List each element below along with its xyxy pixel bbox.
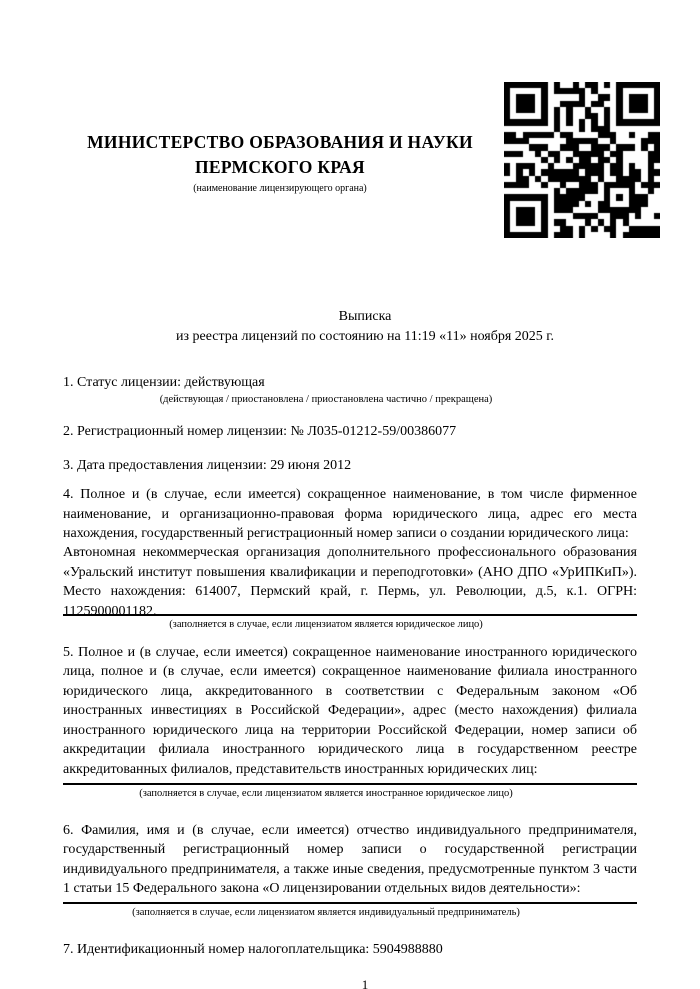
item-4-legal-entity [63,485,637,631]
item-1-caption: (действующая / приостановлена / приостановлена частично / прекращена) [159,394,493,406]
item-6-label: 6. Фамилия, имя и (в случае, если имеется) отчество индивидуального предпринимателя, государственный регистрационный номер записи о государственной регистрации индивидуального предпринимателя, а также иные сведения, предусмотренные пунктом 3 части 1 статьи 15 Федерального закона «О лицензировании отдельных видов деятельности»: [63,822,637,897]
licensing-authority-header [63,0,497,195]
fill-in-line [63,783,637,785]
item-4-label: 4. Полное и (в случае, если имеется) сокращенное наименование, в том числе фирменное наименование, и организационно-правовая форма юридического лица, адрес его места нахождения, государственный регистрационный номер записи о создании юридического лица: [63,487,637,542]
qr-code-icon [504,82,660,238]
licensing-authority-name-line1: МИНИСТЕРСТВО ОБРАЗОВАНИЯ И НАУКИ [87,132,473,152]
page-number: 1 [361,976,369,989]
item-4-value: Автономная некоммерческая организация дополнительного профессионального образования «Уральский институт повышения квалификации и переподготовки» (АНО ДПО «УрИПКиП»). Место нахождения: 614007, Пермский край, г. Пермь, ул. Революции, д.5, к.1. ОГРН: 1125900001182. [63,545,637,619]
licensing-authority-name-line2: ПЕРМСКОГО КРАЯ [195,157,365,177]
extract-title-block [63,307,637,346]
item-5-caption: (заполняется в случае, если лицензиатом является иностранное юридическое лицо) [139,787,513,799]
fill-in-line [63,902,637,904]
extract-subtitle: из реестра лицензий по состоянию на 11:19 «11» ноября 2025 г. [176,328,554,344]
item-2-registration-number: 2. Регистрационный номер лицензии: № Л035-01212-59/00386077 [63,424,457,440]
extract-title: Выписка [338,309,392,324]
item-5-foreign-entity [63,643,637,800]
item-7-taxpayer-number: 7. Идентификационный номер налогоплательщика: 5904988880 [63,941,443,957]
item-6-caption: (заполняется в случае, если лицензиатом является индивидуальный предприниматель) [132,906,520,918]
item-4-caption: (заполняется в случае, если лицензиатом является юридическое лицо) [169,619,483,631]
licensing-authority-caption: (наименование лицензирующего органа) [193,183,367,194]
item-1-license-status: 1. Статус лицензии: действующая [63,375,265,390]
item-5-label: 5. Полное и (в случае, если имеется) сокращенное наименование иностранного юридического лица, полное и (в случае, если имеется) сокращенное наименование филиала иностранного юридического лица, аккредитованного в соответствии с Федеральным законом «Об иностранных инвестициях в Российской Федерации», адрес (место нахождения) филиала иностранного юридического лица на территории Российской Федерации, номер записи об аккредитации филиала иностранного юридического лица в государственном реестре аккредитованных филиалов, представительств иностранных юридических лиц: [63,645,637,777]
item-6-individual-entrepreneur [63,821,637,919]
item-3-grant-date: 3. Дата предоставления лицензии: 29 июня 2012 [63,457,352,473]
licensing-authority-name [63,130,497,180]
